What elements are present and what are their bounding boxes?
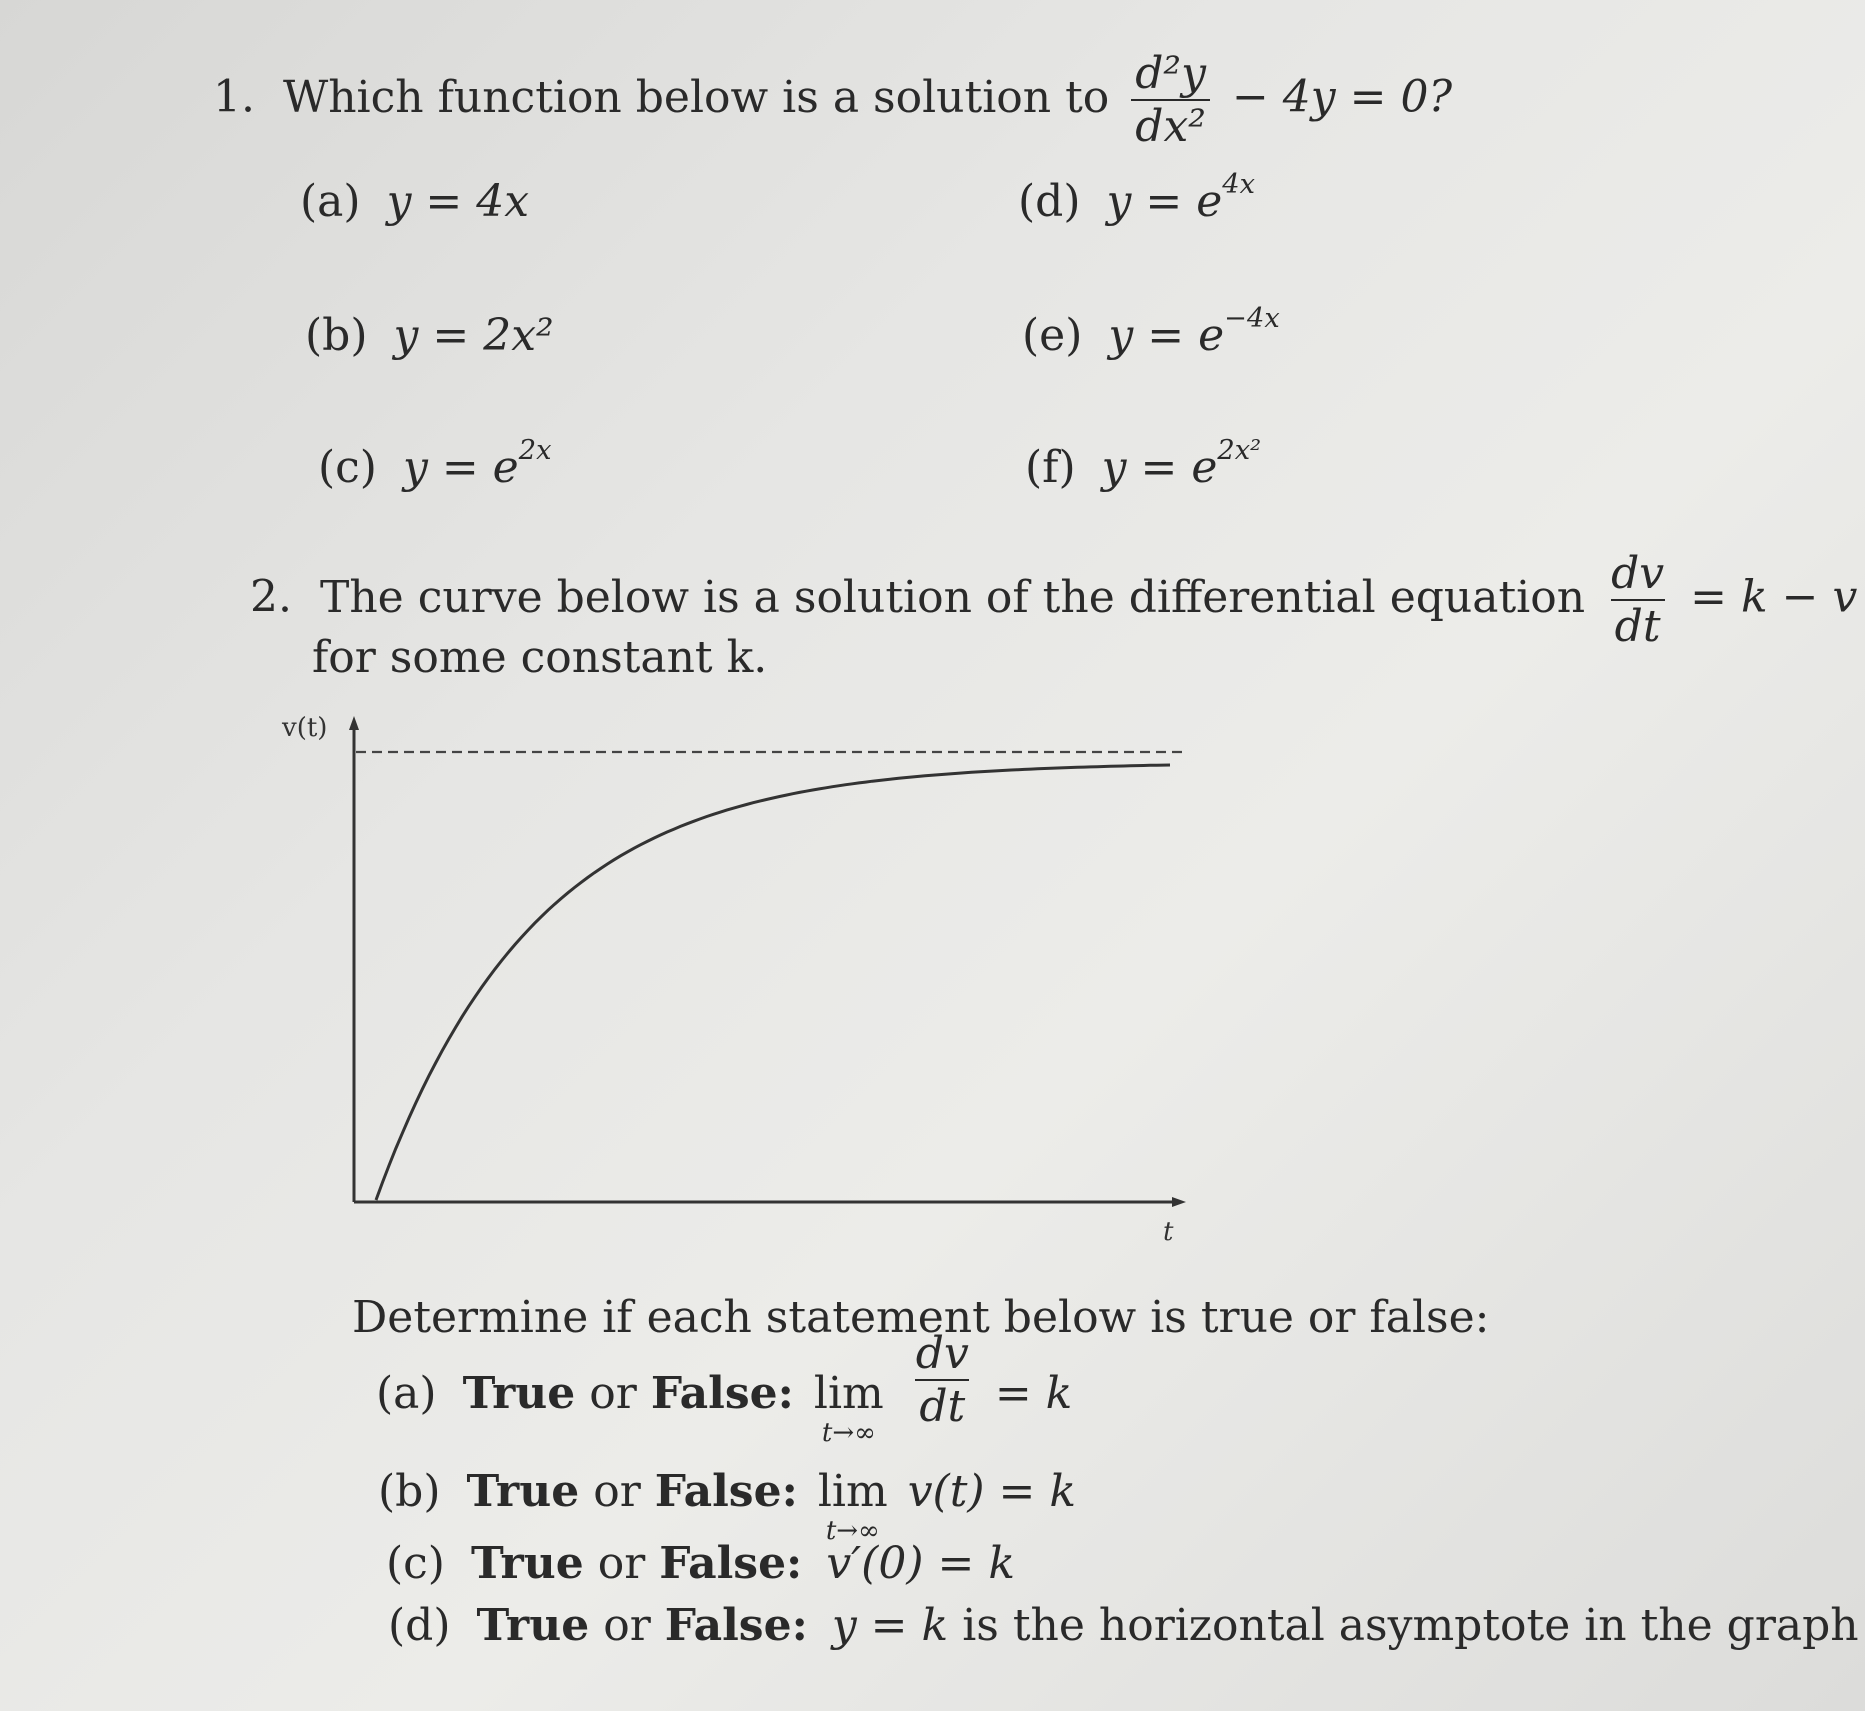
fraction-numerator: dv (915, 1328, 969, 1379)
option-label: (f) (1025, 442, 1076, 493)
statement-rest: v′(0) = k (826, 1538, 1015, 1589)
q2-eq-numerator: dv (1611, 548, 1665, 599)
q1-option-c (318, 434, 552, 493)
statement-false: False: (664, 1600, 808, 1651)
q1-option-f (1025, 434, 1262, 493)
q2-text: The curve below is a solution of the differential equation (319, 571, 1586, 623)
option-label: (b) (305, 310, 368, 361)
statement-false: False: (650, 1368, 794, 1419)
statement-limit (818, 1466, 888, 1545)
statement-true: True (462, 1368, 576, 1419)
statement-or: or (593, 1466, 641, 1517)
statement-math: y = k (831, 1600, 949, 1651)
limit-word: lim (813, 1368, 884, 1419)
option-expr: y = e (1108, 310, 1225, 361)
q2-eq-denominator: dt (1611, 599, 1665, 652)
option-exponent: 4x (1222, 168, 1255, 200)
limit-word: lim (817, 1466, 888, 1517)
statement-label: (c) (386, 1538, 445, 1589)
statement-label: (a) (376, 1368, 437, 1419)
q2-equation-fraction (1607, 548, 1668, 652)
statement-true: True (470, 1538, 584, 1589)
statement-label: (d) (388, 1600, 451, 1651)
fraction-denominator: dt (915, 1379, 969, 1432)
q1-eq-numerator: d²y (1135, 48, 1206, 99)
q2-statement-d (388, 1600, 1859, 1651)
option-label: (d) (1018, 176, 1081, 227)
option-label: (a) (300, 176, 361, 227)
q1-prompt (213, 48, 1452, 152)
q2-statement-b (378, 1466, 1076, 1545)
option-expr: y = 4x (386, 176, 530, 227)
statement-limit (814, 1368, 884, 1447)
limit-subscript: t→∞ (825, 1516, 880, 1546)
statement-false: False: (654, 1466, 798, 1517)
graph-y-arrow-icon (349, 716, 359, 730)
statement-false: False: (659, 1538, 803, 1589)
statement-or: or (603, 1600, 651, 1651)
statement-true: True (466, 1466, 580, 1517)
option-label: (c) (318, 442, 377, 493)
option-label: (e) (1022, 310, 1083, 361)
statement-true: True (476, 1600, 590, 1651)
graph-x-arrow-icon (1172, 1197, 1186, 1207)
option-expr: y = e (402, 442, 519, 493)
graph-y-label: v(t) (282, 713, 328, 743)
option-exponent: 2x (518, 434, 552, 466)
q1-number: 1. (213, 71, 255, 123)
q1-eq-denominator: dx² (1131, 99, 1210, 152)
option-expr: y = 2x² (393, 310, 554, 361)
q1-option-a (300, 176, 529, 227)
statement-label: (b) (378, 1466, 441, 1517)
q2-instruction: Determine if each statement below is true or false: (352, 1292, 1490, 1343)
q1-eq-rest: − 4y = 0? (1231, 71, 1453, 123)
q1-equation-fraction (1131, 48, 1210, 152)
option-expr: y = e (1106, 176, 1223, 227)
statement-rest: = k (994, 1368, 1073, 1419)
limit-subscript: t→∞ (821, 1418, 876, 1448)
q2-statement-c (386, 1538, 1015, 1589)
q2-eq-rest: = k − v (1690, 571, 1858, 623)
q1-option-d (1018, 168, 1255, 227)
solution-graph (270, 700, 1210, 1260)
q1-text: Which function below is a solution to (282, 71, 1110, 123)
statement-rest: v(t) = k (907, 1466, 1077, 1517)
q1-option-e (1022, 302, 1280, 361)
statement-fraction (912, 1328, 973, 1432)
statement-rest-text: is the horizontal asymptote in the graph (962, 1600, 1859, 1651)
graph-x-label: t (1163, 1217, 1174, 1247)
option-expr: y = e (1101, 442, 1218, 493)
option-exponent: −4x (1224, 302, 1280, 334)
statement-or: or (597, 1538, 646, 1589)
q2-number: 2. (250, 571, 292, 623)
graph-solution-curve (376, 765, 1170, 1200)
statement-or: or (589, 1368, 637, 1419)
q2-statement-a (376, 1328, 1073, 1448)
option-exponent: 2x² (1217, 434, 1262, 466)
q2-line2: for some constant k. (312, 632, 768, 683)
q1-option-b (305, 310, 554, 361)
